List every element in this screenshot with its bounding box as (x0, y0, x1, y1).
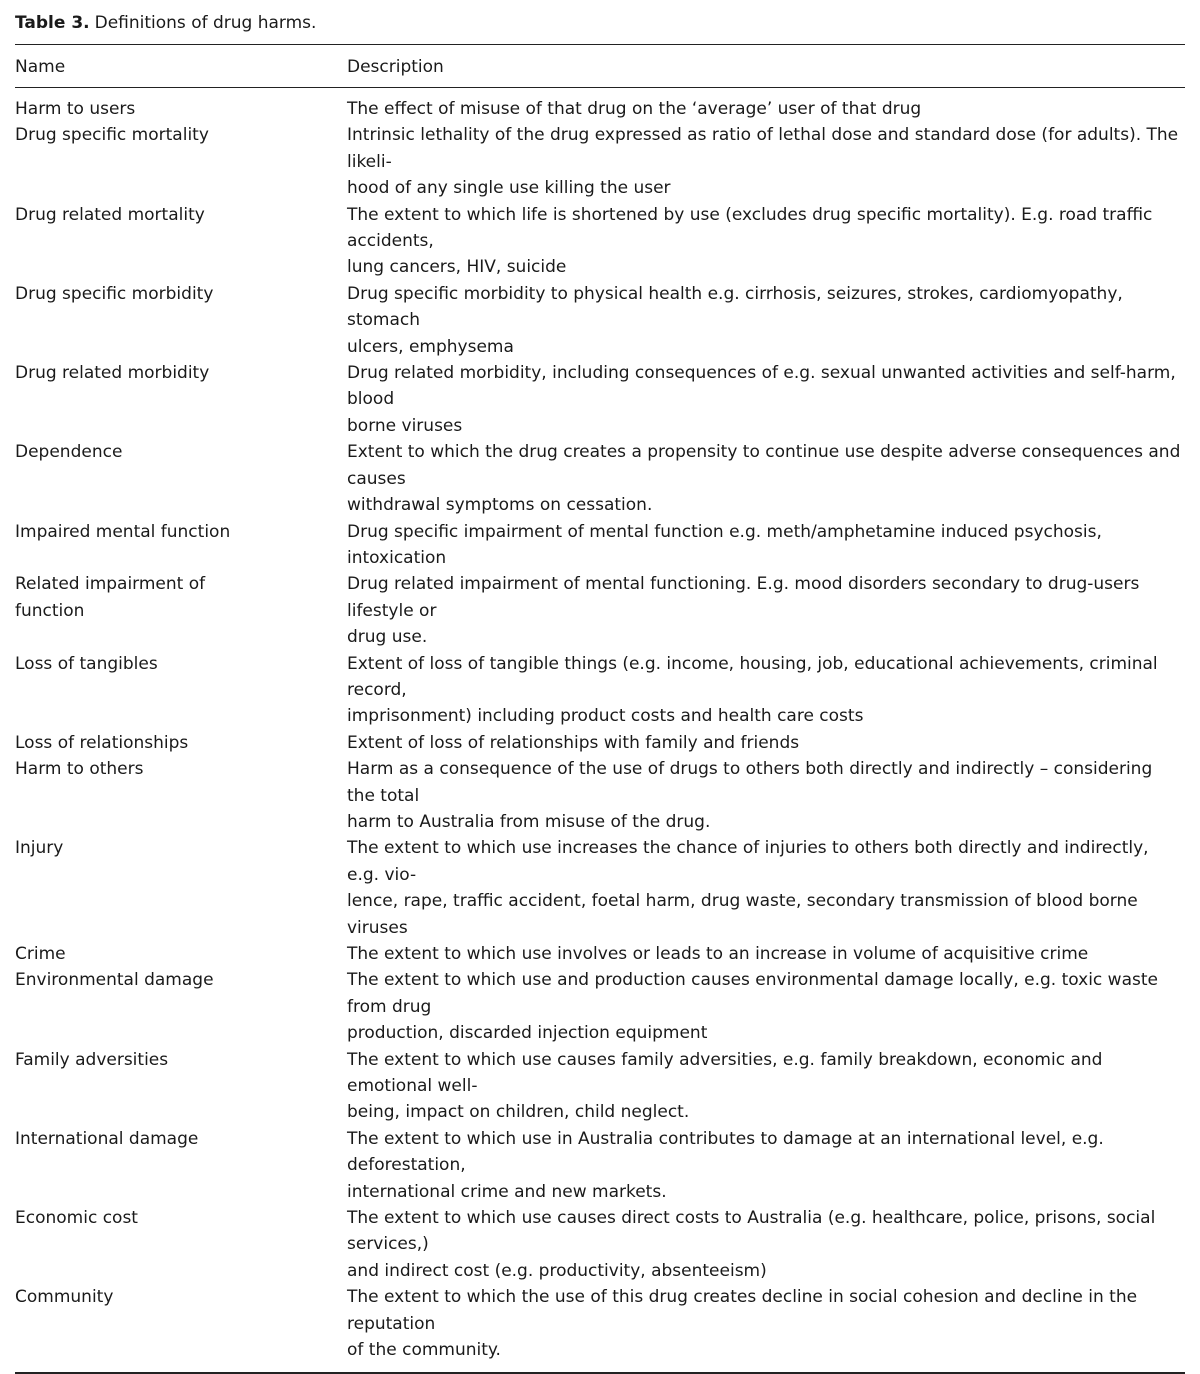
row-description-cell: Intrinsic lethality of the drug expressed as ratio of lethal dose and standard dose (for adults). The likeli- hood of any single use killing the user (347, 125, 1179, 199)
table-row (15, 1126, 1185, 1205)
table-row (15, 756, 1185, 835)
bottom-rule (15, 1372, 1185, 1374)
table-row (15, 571, 1185, 650)
row-name-cell: Crime (15, 944, 66, 964)
table-caption (15, 0, 1185, 44)
row-description-cell: Harm as a consequence of the use of drugs to others both directly and indirectly – considering the total harm to Australia from misuse of the drug. (347, 759, 1153, 832)
row-description-cell: Drug related impairment of mental functioning. E.g. mood disorders secondary to drug-users lifestyle or drug use. (347, 574, 1140, 648)
row-name-cell: Loss of tangibles (15, 653, 158, 674)
row-description-cell: Drug related morbidity, including consequences of e.g. sexual unwanted activities and self-harm, blood borne viruses (347, 363, 1176, 436)
row-description-cell: The extent to which use in Australia contributes to damage at an international level, e.g. deforestation, international crime and new markets. (347, 1128, 1104, 1202)
table-body (15, 88, 1185, 1372)
row-name-cell: Harm to users (15, 99, 136, 119)
row-description-cell: Drug specific impairment of mental function e.g. meth/amphetamine induced psychosis, intoxication (347, 521, 1102, 568)
row-name-cell: Environmental damage (15, 970, 214, 991)
row-description-cell: The extent to which use increases the chance of injuries to others both directly and indirectly, e.g. vio- lence, rape, traffic accident, foetal harm, drug waste, secondary transmission of blood borne viruses (347, 838, 1149, 938)
row-description-cell: Extent to which the drug creates a propensity to continue use despite adverse consequences and causes withdrawal symptoms on cessation. (347, 442, 1181, 516)
table-row (15, 651, 1185, 730)
row-description-cell: The extent to which life is shortened by use (excludes drug specific mortality). E.g. road traffic accidents, lung cancers, HIV, suicide (347, 204, 1153, 278)
row-name-cell: Drug related morbidity (15, 363, 210, 384)
row-description-cell: The extent to which use involves or leads to an increase in volume of acquisitive crime (347, 944, 1089, 964)
row-name-cell: Drug specific morbidity (15, 283, 214, 304)
row-description-cell: The extent to which use causes direct costs to Australia (e.g. healthcare, police, prisons, social services,) and indirect cost (e.g. productivity, absenteeism) (347, 1208, 1156, 1281)
row-name-cell: Economic cost (15, 1208, 138, 1229)
row-description-cell: Extent of loss of relationships with family and friends (347, 732, 800, 753)
table-caption-text: Definitions of drug harms. (94, 13, 317, 33)
table-row (15, 1047, 1185, 1126)
table-row (15, 122, 1185, 201)
row-name-cell: Related impairment of function (15, 574, 206, 621)
table-row (15, 96, 1185, 122)
table-row (15, 835, 1185, 941)
row-name-cell: Harm to others (15, 759, 144, 780)
table-row (15, 730, 1185, 756)
row-description-cell: The effect of misuse of that drug on the ‘average’ user of that drug (347, 99, 922, 119)
table-row (15, 1284, 1185, 1363)
table-row (15, 967, 1185, 1046)
row-name-cell: Impaired mental function (15, 521, 231, 542)
table-row (15, 439, 1185, 518)
row-name-cell: Community (15, 1287, 114, 1308)
header-name: Name (15, 57, 66, 77)
row-name-cell: Drug specific mortality (15, 125, 209, 146)
table-caption-label: Table 3. (15, 13, 90, 33)
row-name-cell: Family adversities (15, 1049, 169, 1070)
definitions-table (15, 0, 1185, 1374)
table-row (15, 519, 1185, 572)
table-row (15, 1205, 1185, 1284)
row-description-cell: Drug specific morbidity to physical health e.g. cirrhosis, seizures, strokes, cardiomyopathy, stomach ulcers, emphysema (347, 283, 1123, 357)
table-row (15, 360, 1185, 439)
row-name-cell: International damage (15, 1128, 199, 1149)
table-header-row (15, 45, 1185, 87)
table-row (15, 941, 1185, 967)
row-name-cell: Injury (15, 838, 64, 859)
row-name-cell: Loss of relationships (15, 732, 189, 753)
row-description-cell: The extent to which use causes family adversities, e.g. family breakdown, economic and emotional well- being, impact on children, child neglect. (347, 1049, 1103, 1123)
header-description: Description (347, 57, 444, 77)
row-description-cell: The extent to which use and production causes environmental damage locally, e.g. toxic waste from drug production, discarded injection equipment (347, 970, 1158, 1044)
row-description-cell: The extent to which the use of this drug creates decline in social cohesion and decline in the reputation of the community. (347, 1287, 1138, 1361)
row-name-cell: Drug related mortality (15, 204, 205, 225)
table-row (15, 281, 1185, 360)
row-name-cell: Dependence (15, 442, 123, 463)
table-row (15, 202, 1185, 281)
row-description-cell: Extent of loss of tangible things (e.g. income, housing, job, educational achievements, criminal record, imprisonment) including product costs and health care costs (347, 653, 1158, 727)
